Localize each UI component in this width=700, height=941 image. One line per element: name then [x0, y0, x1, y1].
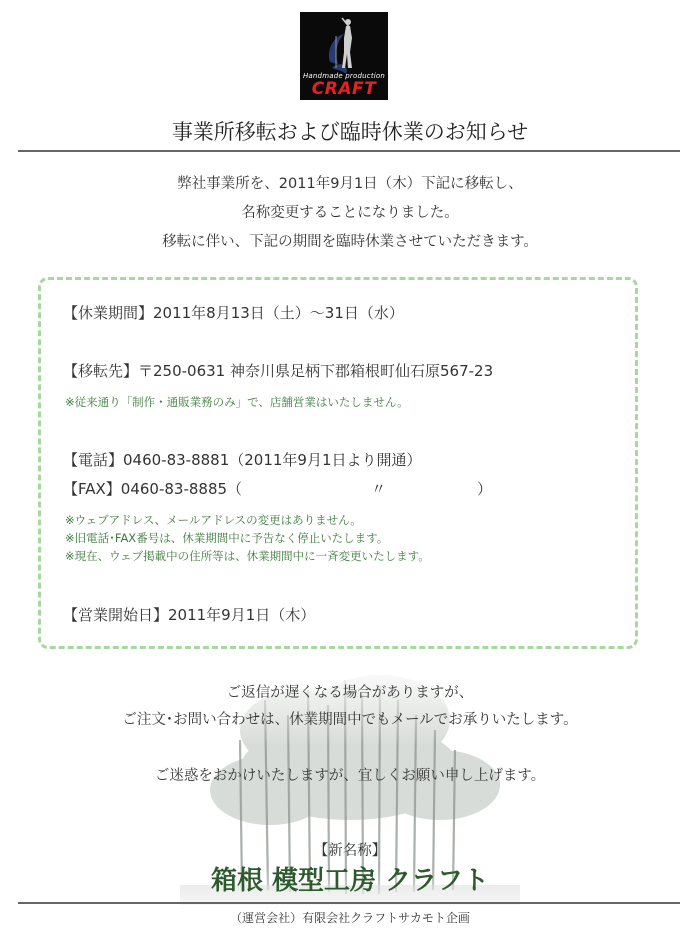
title-divider [18, 150, 680, 152]
fax-ditto: 〃 [371, 480, 387, 498]
relocation-address: 【移転先】〒250-0631 神奈川県足柄下郡箱根町仙石原567-23 [63, 362, 494, 380]
intro-paragraph [0, 170, 700, 257]
closing-line: ご迷惑をおかけいたしますが、宜しくお願い申し上げます。 [154, 768, 546, 784]
note-old-numbers: ※旧電話･FAX番号は、休業期間中に予告なく停止いたします。 [65, 531, 389, 545]
fax-text: 【FAX】0460-83-8885（ [63, 480, 243, 498]
note-address-update: ※現在、ウェブ掲載中の住所等は、休業期間中に一斉変更いたします。 [65, 549, 430, 563]
page-title: 事業所移転および臨時休業のお知らせ [171, 120, 529, 144]
intro-line: 弊社事業所を、2011年9月1日（木）下記に移転し、 [177, 176, 523, 192]
phone-number: 【電話】0460-83-8881（2011年9月1日より開通） [63, 451, 422, 469]
new-name-label: 【新名称】 [313, 843, 387, 859]
fax-number [63, 479, 493, 499]
new-name: 箱根 模型工房 クラフト [210, 866, 490, 896]
note-web-address: ※ウェブアドレス、メールアドレスの変更はありません。 [65, 513, 362, 527]
bottom-divider [18, 902, 680, 904]
closing-line: ご返信が遅くなる場合がありますが、 [226, 685, 474, 701]
fax-close: ） [477, 480, 493, 498]
relocation-note: ※従来通り「制作・通販業務のみ」で、店舗営業はいたしません。 [65, 395, 409, 409]
intro-line: 名称変更することになりました。 [241, 205, 459, 221]
operating-company: （運営会社）有限会社クラフトサカモト企画 [230, 911, 470, 925]
logo-subtitle: Handmade production [302, 72, 386, 80]
intro-line: 移転に伴い、下記の期間を臨時休業させていただきます。 [162, 234, 538, 250]
craft-logo [300, 12, 388, 100]
logo-brand: CRAFT [311, 79, 377, 99]
reopening-date: 【営業開始日】2011年9月1日（木） [63, 606, 316, 624]
closure-period: 【休業期間】2011年8月13日（土）～31日（水） [63, 304, 404, 322]
closing-line: ご注文･お問い合わせは、休業期間中でもメールでお承りいたします。 [122, 712, 578, 728]
